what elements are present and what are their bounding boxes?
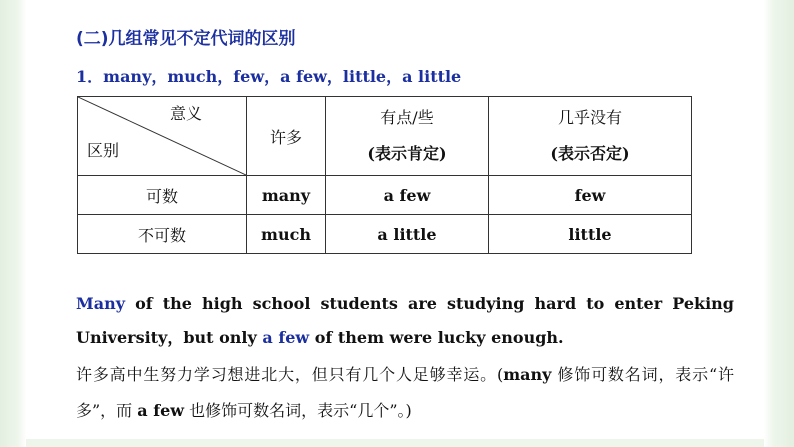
table-row: [78, 176, 692, 215]
diagonal-line: [78, 97, 246, 175]
translation-part3: 也修饰可数名词，表示“几个”。): [184, 401, 412, 420]
translation-part2: 修饰可数名词，表示“许多”，而: [76, 365, 734, 420]
comparison-table: [77, 96, 692, 254]
table-row: [78, 215, 692, 254]
section-heading: (二)几组常见不定代词的区别: [76, 29, 296, 49]
diag-label-meaning: 意义: [169, 104, 202, 123]
cell-a-little: a little: [326, 215, 489, 254]
header-many-label: 许多: [269, 127, 302, 147]
right-side-band: [764, 0, 794, 447]
diag-label-difference: 区别: [87, 141, 120, 160]
header-some: [326, 97, 489, 176]
row-label-countable: 可数: [78, 176, 247, 215]
example-line1-rest: of the high school students are studying hard to enter Peking: [125, 294, 734, 313]
highlight-many: Many: [76, 294, 126, 313]
cell-few: few: [489, 176, 692, 215]
example-sentence-line2: [76, 320, 734, 355]
translation-part1: 许多高中生努力学习想进北大，但只有几个人足够幸运。(: [76, 365, 504, 384]
header-none-line1: 几乎没有: [557, 108, 622, 127]
example-line2-b: of them were lucky enough.: [309, 328, 564, 347]
example-sentence-line1: [76, 286, 734, 321]
header-many: [247, 97, 326, 176]
example-line2-a: University，but only: [76, 328, 263, 347]
subsection-heading: 1．many，much，few，a few，little，a little: [76, 67, 462, 86]
header-some-line2: (表示肯定): [367, 144, 447, 163]
left-side-band: [0, 0, 26, 447]
header-some-line1: 有点/些: [380, 108, 434, 127]
translation-a-few: a few: [137, 401, 185, 420]
cell-many: many: [247, 176, 326, 215]
bottom-band: [26, 439, 764, 447]
cell-a-few: a few: [326, 176, 489, 215]
header-none-line2: (表示否定): [550, 144, 630, 163]
highlight-a-few: a few: [262, 328, 310, 347]
cell-much: much: [247, 215, 326, 254]
diagonal-header-cell: [78, 97, 247, 176]
row-label-uncountable: 不可数: [78, 215, 247, 254]
translation-many: many: [503, 365, 552, 384]
table-header-row: [78, 97, 692, 176]
cell-little: little: [489, 215, 692, 254]
header-none: [489, 97, 692, 176]
translation-note: [76, 357, 734, 429]
